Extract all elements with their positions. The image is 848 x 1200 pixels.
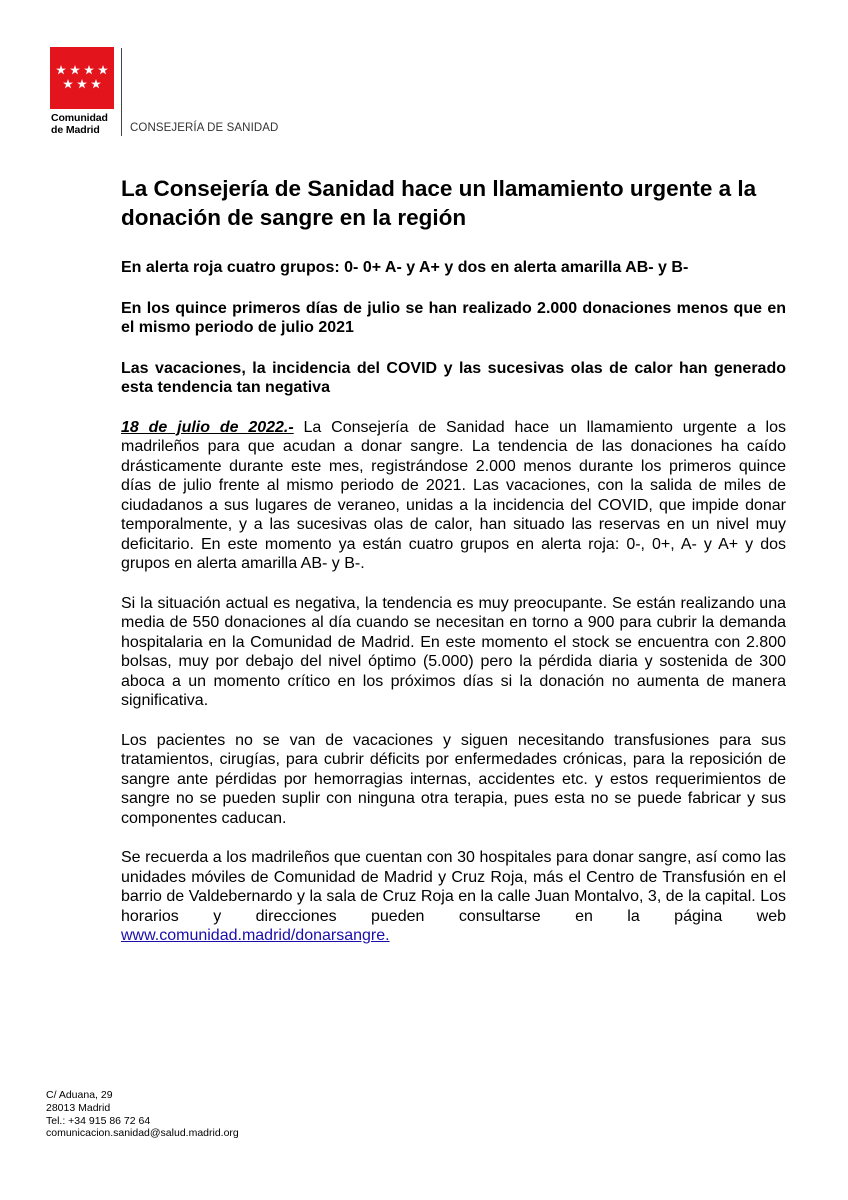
footer-address: C/ Aduana, 29 [46, 1089, 113, 1101]
subtitle-red-alert: En alerta roja cuatro grupos: 0- 0+ A- y A+ y dos en alerta amarilla AB- y B- [121, 259, 689, 276]
logo-wordmark [51, 112, 108, 136]
release-date: 18 de julio de 2022.- [121, 418, 294, 436]
paragraph-patients: Los pacientes no se van de vacaciones y siguen necesitando transfusiones para sus tratamientos, cirugías, para cubrir déficits por enfermedades crónicas, para la reposición de sangre ante pérdidas por hemorragias internas, accidentes etc. y estos requerimientos de sangre no se pueden suplir con ninguna otra terapia, pues esta no se puede fabricar y sus componentes caducan. [121, 731, 786, 827]
paragraph-intro [121, 418, 786, 574]
comunidad-madrid-flag-logo [50, 47, 114, 109]
footer-email: comunicacion.sanidad@salud.madrid.org [46, 1127, 239, 1140]
stars-icon [50, 47, 114, 109]
press-release-content [121, 174, 786, 946]
paragraph-intro-text: La Consejería de Sanidad hace un llamamiento urgente a los madrileños para que acudan a donar sangre. La tendencia de las donaciones ha caído drásticamente durante este mes, registrándose 2.000 menos durante los primeros quince días de julio frente al mismo periodo de 2021. Las vacaciones, con la salida de miles de ciudadanos a sus lugares de veraneo, unidas a la incidencia del COVID, que impide donar temporalmente, y a las sucesivas olas de calor, han situado las reservas en un nivel muy deficitario. En este momento ya están cuatro grupos en alerta roja: 0-, 0+, A- y A+ y dos grupos en alerta amarilla AB- y B-. [121, 418, 787, 572]
header-divider [121, 48, 122, 136]
paragraph-locations [121, 848, 786, 946]
donar-sangre-link[interactable]: www.comunidad.madrid/donarsangre. [121, 927, 390, 944]
paragraph-trend: Si la situación actual es negativa, la tendencia es muy preocupante. Se están realizando una media de 550 donaciones al día cuando se necesitan en torno a 900 para cubrir la demanda hospitalaria en la Comunidad de Madrid. En este momento el stock se encuentra con 2.800 bolsas, muy por debajo del nivel óptimo (5.000) pero la pérdida diaria y sostenida de 300 aboca a un momento crítico en los próximos días si la donación no aumenta de manera significativa. [121, 594, 786, 709]
logo-name-line1: Comunidad [51, 112, 108, 124]
footer-phone: Tel.: +34 915 86 72 64 [46, 1114, 151, 1127]
footer-contact [46, 1089, 239, 1140]
subtitle-causes: Las vacaciones, la incidencia del COVID y las sucesivas olas de calor han generado esta tendencia tan negativa [121, 359, 786, 396]
subtitle-donations-drop: En los quince primeros días de julio se han realizado 2.000 donaciones menos que en el mismo periodo de julio 2021 [121, 299, 786, 336]
department-name: CONSEJERÍA DE SANIDAD [130, 122, 279, 134]
paragraph-locations-text: Se recuerda a los madrileños que cuentan con 30 hospitales para donar sangre, así como las unidades móviles de Comunidad de Madrid y Cruz Roja, más el Centro de Transfusión en el barrio de Valdebernardo y la sala de Cruz Roja en la calle Juan Montalvo, 3, de la capital. Los horarios y direcciones pueden consultarse en la página web [121, 849, 786, 925]
footer-city: 28013 Madrid [46, 1101, 111, 1114]
page-title: La Consejería de Sanidad hace un llamamiento urgente a la donación de sangre en la región [121, 176, 757, 230]
logo-name-line2: de Madrid [51, 124, 100, 136]
